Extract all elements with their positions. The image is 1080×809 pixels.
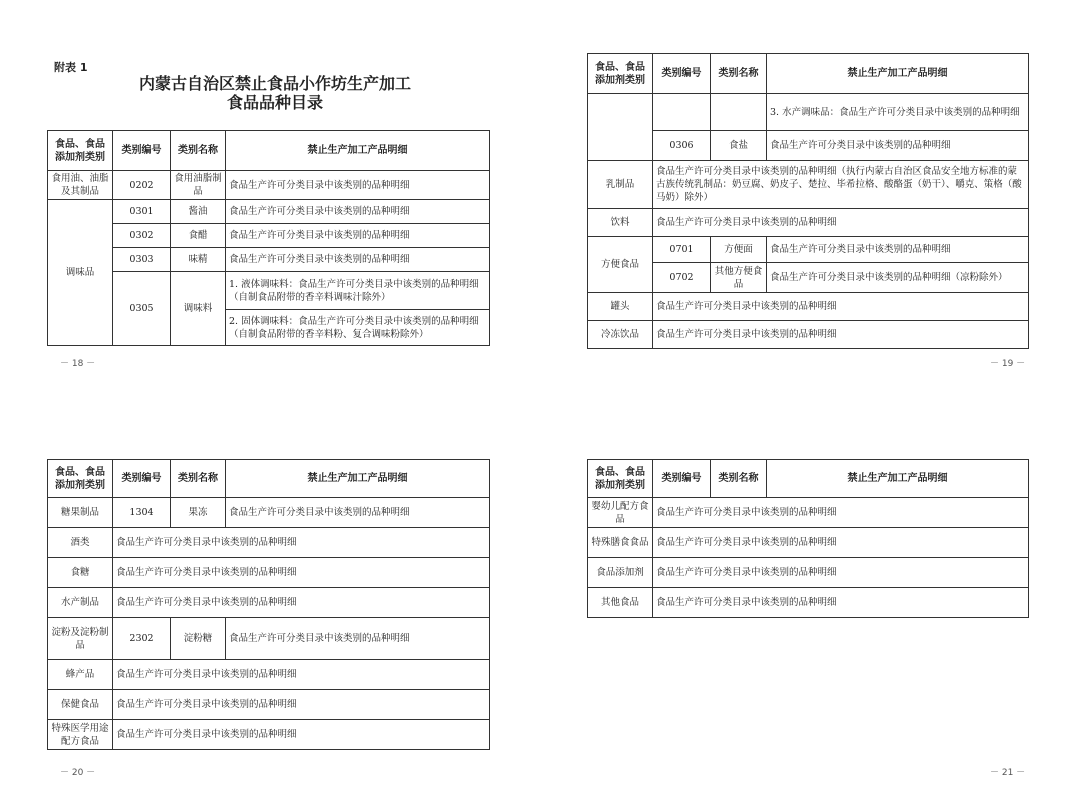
document-title-line2: 食品品种目录 — [226, 93, 323, 112]
cell-category: 饮料 — [588, 209, 653, 237]
table-page-21 — [587, 459, 1029, 618]
cell-detail: 食品生产许可分类目录中该类别的品种明细 — [226, 618, 490, 660]
cell-category: 保健食品 — [48, 690, 113, 720]
table-header-row — [48, 460, 490, 498]
document-title-line1: 内蒙古自治区禁止食品小作坊生产加工 — [138, 74, 411, 93]
table-row — [48, 224, 490, 248]
table-row — [48, 528, 490, 558]
cell-name: 酱油 — [171, 200, 226, 224]
cell-code: 0202 — [113, 171, 171, 200]
table-page-19 — [587, 53, 1029, 349]
cell-name: 淀粉糖 — [171, 618, 226, 660]
header-name: 类别名称 — [711, 54, 767, 94]
cell-category: 特殊医学用途配方食品 — [48, 720, 113, 750]
cell-category: 特殊膳食食品 — [588, 528, 653, 558]
cell-category: 淀粉及淀粉制品 — [48, 618, 113, 660]
table-row — [588, 588, 1029, 618]
table-row — [588, 498, 1029, 528]
cell-detail: 食品生产许可分类目录中该类别的品种明细 — [226, 248, 490, 272]
table-row — [48, 200, 490, 224]
header-detail: 禁止生产加工产品明细 — [767, 54, 1029, 94]
cell-name: 其他方便食品 — [711, 263, 767, 293]
cell-detail: 食品生产许可分类目录中该类别的品种明细 — [653, 498, 1029, 528]
cell-code: 0306 — [653, 131, 711, 161]
cell-name: 食用油脂制品 — [171, 171, 226, 200]
table-row — [588, 131, 1029, 161]
cell-code: 0303 — [113, 248, 171, 272]
cell-category: 糖果制品 — [48, 498, 113, 528]
cell-name: 食醋 — [171, 224, 226, 248]
cell-name-empty — [711, 94, 767, 131]
cell-category: 冷冻饮品 — [588, 321, 653, 349]
header-code: 类别编号 — [113, 131, 171, 171]
cell-code: 0702 — [653, 263, 711, 293]
cell-detail: 食品生产许可分类目录中该类别的品种明细 — [226, 224, 490, 248]
table-header-row — [588, 54, 1029, 94]
cell-code: 0301 — [113, 200, 171, 224]
table-page-20 — [47, 459, 490, 750]
table-row — [48, 588, 490, 618]
cell-detail: 食品生产许可分类目录中该类别的品种明细 — [113, 558, 490, 588]
header-category: 食品、食品添加剂类别 — [48, 131, 113, 171]
cell-name: 调味料 — [171, 272, 226, 346]
table-row — [588, 528, 1029, 558]
cell-detail: 3. 水产调味品：食品生产许可分类目录中该类别的品种明细 — [767, 94, 1029, 131]
cell-code-empty — [653, 94, 711, 131]
header-detail: 禁止生产加工产品明细 — [226, 460, 490, 498]
table-page-18 — [47, 130, 490, 346]
cell-detail: 食品生产许可分类目录中该类别的品种明细 — [113, 720, 490, 750]
header-category: 食品、食品添加剂类别 — [48, 460, 113, 498]
header-detail: 禁止生产加工产品明细 — [226, 131, 490, 171]
cell-category: 酒类 — [48, 528, 113, 558]
table-row — [48, 558, 490, 588]
page-number: － 19 － — [990, 359, 1026, 369]
appendix-label: 附表 1 — [54, 61, 88, 74]
cell-name: 味精 — [171, 248, 226, 272]
cell-category: 罐头 — [588, 293, 653, 321]
table-row — [588, 263, 1029, 293]
table-row — [48, 618, 490, 660]
cell-detail: 食品生产许可分类目录中该类别的品种明细（执行内蒙古自治区食品安全地方标准的蒙古族传统乳制品：奶豆腐、奶皮子、楚拉、毕希拉格、酸酪蛋（奶干）、嚼克、策格（酸马奶）除外） — [653, 161, 1029, 209]
cell-name: 方便面 — [711, 237, 767, 263]
cell-category-empty — [588, 94, 653, 161]
table-row — [48, 660, 490, 690]
table-row — [588, 209, 1029, 237]
cell-code: 2302 — [113, 618, 171, 660]
cell-detail: 2. 固体调味料：食品生产许可分类目录中该类别的品种明细（自制食品附带的香辛料粉、复合调味粉除外） — [226, 310, 490, 346]
cell-detail: 食品生产许可分类目录中该类别的品种明细 — [226, 498, 490, 528]
table-row — [48, 720, 490, 750]
table-row — [588, 237, 1029, 263]
table-row — [588, 558, 1029, 588]
header-name: 类别名称 — [711, 460, 767, 498]
cell-detail: 食品生产许可分类目录中该类别的品种明细 — [653, 588, 1029, 618]
page-number: － 21 － — [990, 768, 1026, 778]
cell-category: 其他食品 — [588, 588, 653, 618]
cell-detail: 食品生产许可分类目录中该类别的品种明细 — [767, 131, 1029, 161]
header-code: 类别编号 — [653, 54, 711, 94]
header-code: 类别编号 — [653, 460, 711, 498]
page-number: － 20 － — [60, 768, 96, 778]
header-detail: 禁止生产加工产品明细 — [767, 460, 1029, 498]
cell-detail: 食品生产许可分类目录中该类别的品种明细 — [113, 690, 490, 720]
table-row — [588, 293, 1029, 321]
cell-detail: 1. 液体调味料：食品生产许可分类目录中该类别的品种明细（自制食品附带的香辛料调味汁除外） — [226, 272, 490, 310]
cell-detail: 食品生产许可分类目录中该类别的品种明细 — [653, 209, 1029, 237]
cell-detail: 食品生产许可分类目录中该类别的品种明细 — [767, 237, 1029, 263]
table-header-row — [588, 460, 1029, 498]
table-row — [588, 94, 1029, 131]
cell-detail: 食品生产许可分类目录中该类别的品种明细 — [653, 558, 1029, 588]
table-header-row — [48, 131, 490, 171]
table-row — [48, 171, 490, 200]
cell-category: 调味品 — [48, 200, 113, 346]
header-code: 类别编号 — [113, 460, 171, 498]
header-name: 类别名称 — [171, 460, 226, 498]
cell-detail: 食品生产许可分类目录中该类别的品种明细 — [113, 588, 490, 618]
cell-detail: 食品生产许可分类目录中该类别的品种明细 — [113, 528, 490, 558]
header-category: 食品、食品添加剂类别 — [588, 54, 653, 94]
cell-name: 食盐 — [711, 131, 767, 161]
cell-category: 婴幼儿配方食品 — [588, 498, 653, 528]
cell-detail: 食品生产许可分类目录中该类别的品种明细 — [226, 171, 490, 200]
cell-category: 乳制品 — [588, 161, 653, 209]
cell-category: 水产制品 — [48, 588, 113, 618]
cell-detail: 食品生产许可分类目录中该类别的品种明细 — [653, 321, 1029, 349]
table-row — [588, 321, 1029, 349]
cell-detail: 食品生产许可分类目录中该类别的品种明细 — [653, 528, 1029, 558]
table-row — [48, 498, 490, 528]
table-row — [48, 272, 490, 310]
cell-detail: 食品生产许可分类目录中该类别的品种明细 — [653, 293, 1029, 321]
table-row — [48, 690, 490, 720]
cell-category: 食品添加剂 — [588, 558, 653, 588]
cell-detail: 食品生产许可分类目录中该类别的品种明细（凉粉除外） — [767, 263, 1029, 293]
cell-detail: 食品生产许可分类目录中该类别的品种明细 — [226, 200, 490, 224]
cell-detail: 食品生产许可分类目录中该类别的品种明细 — [113, 660, 490, 690]
table-row — [588, 161, 1029, 209]
header-name: 类别名称 — [171, 131, 226, 171]
cell-code: 0305 — [113, 272, 171, 346]
page-number: － 18 － — [60, 359, 96, 369]
cell-category: 食糖 — [48, 558, 113, 588]
cell-name: 果冻 — [171, 498, 226, 528]
cell-category: 方便食品 — [588, 237, 653, 293]
cell-category: 食用油、油脂及其制品 — [48, 171, 113, 200]
header-category: 食品、食品添加剂类别 — [588, 460, 653, 498]
cell-code: 0701 — [653, 237, 711, 263]
cell-code: 0302 — [113, 224, 171, 248]
table-row — [48, 248, 490, 272]
cell-category: 蜂产品 — [48, 660, 113, 690]
cell-code: 1304 — [113, 498, 171, 528]
